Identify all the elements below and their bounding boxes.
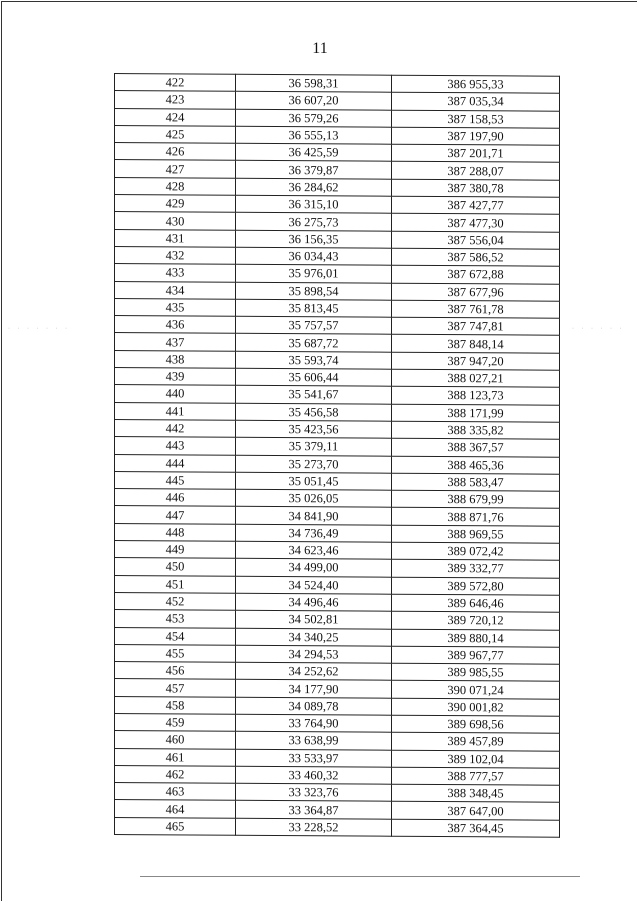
page-number: 11 bbox=[312, 40, 328, 57]
x-coordinate-cell: 35 456,58 bbox=[236, 403, 392, 421]
x-coordinate-cell: 34 252,62 bbox=[236, 662, 392, 680]
table-row bbox=[115, 800, 560, 820]
y-coordinate-cell: 388 969,55 bbox=[392, 525, 560, 543]
point-number-cell: 434 bbox=[115, 281, 236, 299]
x-coordinate-cell: 35 687,72 bbox=[236, 334, 392, 352]
table-row bbox=[115, 212, 560, 232]
y-coordinate-cell: 387 158,53 bbox=[392, 110, 560, 128]
y-coordinate-cell: 389 572,80 bbox=[392, 577, 560, 595]
point-number-cell: 452 bbox=[115, 592, 236, 610]
y-coordinate-cell: 388 679,99 bbox=[392, 490, 560, 508]
point-number-cell: 449 bbox=[115, 541, 236, 559]
x-coordinate-cell: 35 379,11 bbox=[236, 437, 392, 455]
table-row bbox=[115, 143, 560, 163]
y-coordinate-cell: 387 364,45 bbox=[392, 819, 560, 837]
x-coordinate-cell: 36 379,87 bbox=[236, 161, 392, 179]
x-coordinate-cell: 33 460,32 bbox=[236, 766, 392, 784]
point-number-cell: 460 bbox=[115, 731, 236, 749]
x-coordinate-cell: 34 294,53 bbox=[236, 645, 392, 663]
y-coordinate-cell: 387 672,88 bbox=[392, 265, 560, 283]
point-number-cell: 436 bbox=[115, 316, 236, 334]
table-row bbox=[115, 437, 560, 457]
table-row bbox=[115, 246, 560, 266]
x-coordinate-cell: 35 026,05 bbox=[236, 489, 392, 507]
point-number-cell: 461 bbox=[115, 748, 236, 766]
table-row bbox=[115, 108, 560, 128]
y-coordinate-cell: 387 197,90 bbox=[392, 127, 560, 145]
table-row bbox=[115, 679, 560, 699]
x-coordinate-cell: 33 364,87 bbox=[236, 801, 392, 819]
x-coordinate-cell: 33 638,99 bbox=[236, 732, 392, 750]
point-number-cell: 427 bbox=[115, 160, 236, 178]
y-coordinate-cell: 388 583,47 bbox=[392, 473, 560, 491]
x-coordinate-cell: 36 284,62 bbox=[236, 178, 392, 196]
y-coordinate-cell: 387 035,34 bbox=[392, 92, 560, 110]
table-row bbox=[115, 817, 560, 837]
point-number-cell: 426 bbox=[115, 143, 236, 161]
point-number-cell: 457 bbox=[115, 679, 236, 697]
table-row bbox=[115, 350, 560, 370]
x-coordinate-cell: 36 315,10 bbox=[236, 195, 392, 213]
coordinates-table-wrapper bbox=[114, 73, 556, 838]
point-number-cell: 456 bbox=[115, 662, 236, 680]
x-coordinate-cell: 35 606,44 bbox=[236, 368, 392, 386]
table-row bbox=[115, 731, 560, 751]
point-number-cell: 443 bbox=[115, 437, 236, 455]
y-coordinate-cell: 388 465,36 bbox=[392, 456, 560, 474]
y-coordinate-cell: 389 457,89 bbox=[392, 732, 560, 750]
x-coordinate-cell: 36 607,20 bbox=[236, 92, 392, 110]
y-coordinate-cell: 389 720,12 bbox=[392, 611, 560, 629]
y-coordinate-cell: 389 102,04 bbox=[392, 750, 560, 768]
x-coordinate-cell: 33 533,97 bbox=[236, 749, 392, 767]
x-coordinate-cell: 34 841,90 bbox=[236, 507, 392, 525]
x-coordinate-cell: 35 541,67 bbox=[236, 386, 392, 404]
x-coordinate-cell: 35 898,54 bbox=[236, 282, 392, 300]
x-coordinate-cell: 34 623,46 bbox=[236, 541, 392, 559]
y-coordinate-cell: 387 647,00 bbox=[392, 802, 560, 820]
table-row bbox=[115, 177, 560, 197]
y-coordinate-cell: 389 985,55 bbox=[392, 663, 560, 681]
x-coordinate-cell: 34 524,40 bbox=[236, 576, 392, 594]
table-row bbox=[115, 195, 560, 215]
table-row bbox=[115, 298, 560, 318]
point-number-cell: 429 bbox=[115, 195, 236, 213]
x-coordinate-cell: 36 555,13 bbox=[236, 126, 392, 144]
point-number-cell: 447 bbox=[115, 506, 236, 524]
y-coordinate-cell: 387 761,78 bbox=[392, 300, 560, 318]
x-coordinate-cell: 35 813,45 bbox=[236, 299, 392, 317]
x-coordinate-cell: 34 089,78 bbox=[236, 697, 392, 715]
y-coordinate-cell: 386 955,33 bbox=[392, 75, 560, 93]
point-number-cell: 430 bbox=[115, 212, 236, 230]
y-coordinate-cell: 387 848,14 bbox=[392, 335, 560, 353]
point-number-cell: 435 bbox=[115, 298, 236, 316]
x-coordinate-cell: 35 423,56 bbox=[236, 420, 392, 438]
table-row bbox=[115, 541, 560, 561]
x-coordinate-cell: 35 757,57 bbox=[236, 316, 392, 334]
x-coordinate-cell: 34 340,25 bbox=[236, 628, 392, 646]
y-coordinate-cell: 387 586,52 bbox=[392, 248, 560, 266]
coordinates-table bbox=[114, 73, 560, 838]
point-number-cell: 428 bbox=[115, 177, 236, 195]
table-row bbox=[115, 74, 560, 94]
table-row bbox=[115, 402, 560, 422]
x-coordinate-cell: 36 598,31 bbox=[236, 74, 392, 92]
point-number-cell: 439 bbox=[115, 368, 236, 386]
point-number-cell: 446 bbox=[115, 489, 236, 507]
y-coordinate-cell: 388 171,99 bbox=[392, 404, 560, 422]
point-number-cell: 453 bbox=[115, 610, 236, 628]
table-row bbox=[115, 316, 560, 336]
table-row bbox=[115, 419, 560, 439]
x-coordinate-cell: 36 034,43 bbox=[236, 247, 392, 265]
y-coordinate-cell: 387 477,30 bbox=[392, 214, 560, 232]
y-coordinate-cell: 387 427,77 bbox=[392, 196, 560, 214]
table-row bbox=[115, 783, 560, 803]
x-coordinate-cell: 35 273,70 bbox=[236, 455, 392, 473]
y-coordinate-cell: 387 747,81 bbox=[392, 317, 560, 335]
table-row bbox=[115, 592, 560, 612]
y-coordinate-cell: 388 367,57 bbox=[392, 438, 560, 456]
table-row bbox=[115, 229, 560, 249]
point-number-cell: 459 bbox=[115, 713, 236, 731]
point-number-cell: 463 bbox=[115, 783, 236, 801]
y-coordinate-cell: 389 072,42 bbox=[392, 542, 560, 560]
point-number-cell: 422 bbox=[115, 74, 236, 92]
y-coordinate-cell: 387 556,04 bbox=[392, 231, 560, 249]
table-row bbox=[115, 385, 560, 405]
table-row bbox=[115, 644, 560, 664]
y-coordinate-cell: 387 947,20 bbox=[392, 352, 560, 370]
point-number-cell: 462 bbox=[115, 765, 236, 783]
y-coordinate-cell: 388 027,21 bbox=[392, 369, 560, 387]
x-coordinate-cell: 34 496,46 bbox=[236, 593, 392, 611]
point-number-cell: 437 bbox=[115, 333, 236, 351]
table-row bbox=[115, 696, 560, 716]
x-coordinate-cell: 33 764,90 bbox=[236, 714, 392, 732]
x-coordinate-cell: 34 499,00 bbox=[236, 559, 392, 577]
table-row bbox=[115, 506, 560, 526]
x-coordinate-cell: 34 736,49 bbox=[236, 524, 392, 542]
point-number-cell: 458 bbox=[115, 696, 236, 714]
y-coordinate-cell: 389 332,77 bbox=[392, 560, 560, 578]
table-row bbox=[115, 91, 560, 111]
x-coordinate-cell: 36 275,73 bbox=[236, 213, 392, 231]
point-number-cell: 440 bbox=[115, 385, 236, 403]
point-number-cell: 431 bbox=[115, 229, 236, 247]
table-row bbox=[115, 765, 560, 785]
point-number-cell: 441 bbox=[115, 402, 236, 420]
point-number-cell: 433 bbox=[115, 264, 236, 282]
y-coordinate-cell: 388 871,76 bbox=[392, 508, 560, 526]
y-coordinate-cell: 389 646,46 bbox=[392, 594, 560, 612]
table-row bbox=[115, 748, 560, 768]
x-coordinate-cell: 36 156,35 bbox=[236, 230, 392, 248]
coordinates-table-body bbox=[115, 74, 560, 838]
point-number-cell: 465 bbox=[115, 817, 236, 835]
x-coordinate-cell: 35 976,01 bbox=[236, 265, 392, 283]
x-coordinate-cell: 36 425,59 bbox=[236, 143, 392, 161]
point-number-cell: 455 bbox=[115, 644, 236, 662]
x-coordinate-cell: 36 579,26 bbox=[236, 109, 392, 127]
y-coordinate-cell: 390 001,82 bbox=[392, 698, 560, 716]
y-coordinate-cell: 387 380,78 bbox=[392, 179, 560, 197]
x-coordinate-cell: 34 177,90 bbox=[236, 680, 392, 698]
y-coordinate-cell: 387 677,96 bbox=[392, 283, 560, 301]
y-coordinate-cell: 390 071,24 bbox=[392, 681, 560, 699]
x-coordinate-cell: 35 593,74 bbox=[236, 351, 392, 369]
y-coordinate-cell: 389 698,56 bbox=[392, 715, 560, 733]
point-number-cell: 445 bbox=[115, 471, 236, 489]
point-number-cell: 444 bbox=[115, 454, 236, 472]
x-coordinate-cell: 33 323,76 bbox=[236, 783, 392, 801]
y-coordinate-cell: 388 123,73 bbox=[392, 387, 560, 405]
point-number-cell: 425 bbox=[115, 125, 236, 143]
table-row bbox=[115, 264, 560, 284]
table-row bbox=[115, 713, 560, 733]
point-number-cell: 424 bbox=[115, 108, 236, 126]
point-number-cell: 432 bbox=[115, 246, 236, 264]
y-coordinate-cell: 387 288,07 bbox=[392, 162, 560, 180]
y-coordinate-cell: 388 335,82 bbox=[392, 421, 560, 439]
point-number-cell: 464 bbox=[115, 800, 236, 818]
point-number-cell: 451 bbox=[115, 575, 236, 593]
y-coordinate-cell: 389 967,77 bbox=[392, 646, 560, 664]
point-number-cell: 438 bbox=[115, 350, 236, 368]
scan-artifact-right: · · · · · · bbox=[572, 326, 625, 332]
y-coordinate-cell: 389 880,14 bbox=[392, 629, 560, 647]
scan-artifact-left: · · · · · · · bbox=[8, 326, 70, 332]
y-coordinate-cell: 388 348,45 bbox=[392, 784, 560, 802]
table-row bbox=[115, 160, 560, 180]
bottom-scan-line bbox=[140, 876, 580, 877]
x-coordinate-cell: 35 051,45 bbox=[236, 472, 392, 490]
table-row bbox=[115, 610, 560, 630]
table-row bbox=[115, 281, 560, 301]
table-row bbox=[115, 125, 560, 145]
y-coordinate-cell: 388 777,57 bbox=[392, 767, 560, 785]
x-coordinate-cell: 34 502,81 bbox=[236, 610, 392, 628]
table-row bbox=[115, 523, 560, 543]
x-coordinate-cell: 33 228,52 bbox=[236, 818, 392, 836]
point-number-cell: 454 bbox=[115, 627, 236, 645]
table-row bbox=[115, 575, 560, 595]
point-number-cell: 442 bbox=[115, 419, 236, 437]
table-row bbox=[115, 333, 560, 353]
table-row bbox=[115, 489, 560, 509]
point-number-cell: 423 bbox=[115, 91, 236, 109]
table-row bbox=[115, 558, 560, 578]
table-row bbox=[115, 454, 560, 474]
table-row bbox=[115, 662, 560, 682]
table-row bbox=[115, 471, 560, 491]
point-number-cell: 448 bbox=[115, 523, 236, 541]
table-row bbox=[115, 627, 560, 647]
y-coordinate-cell: 387 201,71 bbox=[392, 144, 560, 162]
table-row bbox=[115, 368, 560, 388]
point-number-cell: 450 bbox=[115, 558, 236, 576]
